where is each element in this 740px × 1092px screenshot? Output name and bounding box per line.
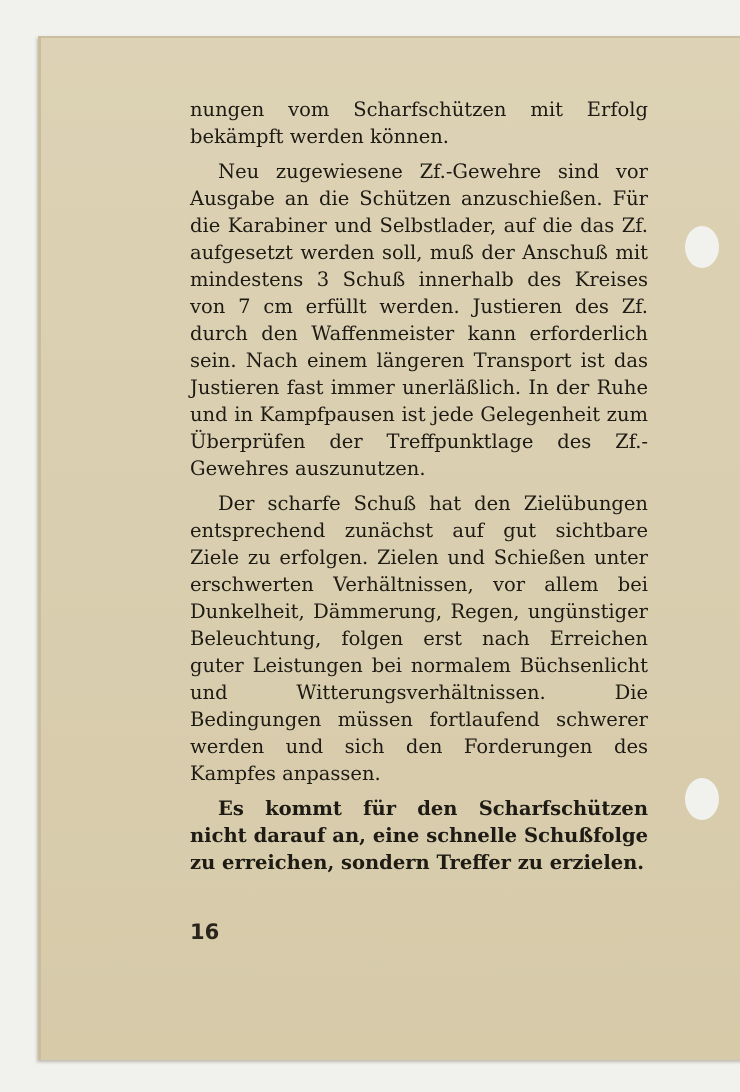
page-number: 16 [190,920,220,944]
paragraph-continuation: nungen vom Scharfschützen mit Erfolg bekämpft werden können. [190,98,648,148]
punch-hole-bottom [685,778,719,820]
punch-hole-top [685,226,719,268]
page-body-text [190,96,648,876]
paragraph-bold-emphasis: Es kommt für den Scharfschützen nicht darauf an, eine schnelle Schußfolge zu erreichen, sondern Treffer zu erzielen. [190,797,648,874]
paragraph-zielfernrohr-anschiessen: Neu zugewiesene Zf.-Gewehre sind vor Ausgabe an die Schützen anzuschießen. Für die Karabiner und Selbstlader, auf die das Zf. aufgesetzt werden soll, muß der Anschuß mit mindestens 3 Schuß innerhalb des Kreises von 7 cm erfüllt werden. Justieren des Zf. durch den Waffenmeister kann erforderlich sein. Nach einem längeren Transport ist das Justieren fast immer unerläßlich. In der Ruhe und in Kampfpausen ist jede Gelegenheit zum Überprüfen der Treffpunktlage des Zf.-Gewehres auszunutzen. [190,160,648,480]
paragraph-scharfer-schuss: Der scharfe Schuß hat den Zielübungen entsprechend zunächst auf gut sichtbare Ziele zu erfolgen. Zielen und Schießen unter erschwerten Verhältnissen, vor allem bei Dunkelheit, Dämmerung, Regen, ungünstiger Beleuchtung, folgen erst nach Erreichen guter Leistungen bei normalem Büchsenlicht und Witterungsverhältnissen. Die Bedingungen müssen fortlaufend schwerer werden und sich den Forderungen des Kampfes anpassen. [190,492,648,785]
